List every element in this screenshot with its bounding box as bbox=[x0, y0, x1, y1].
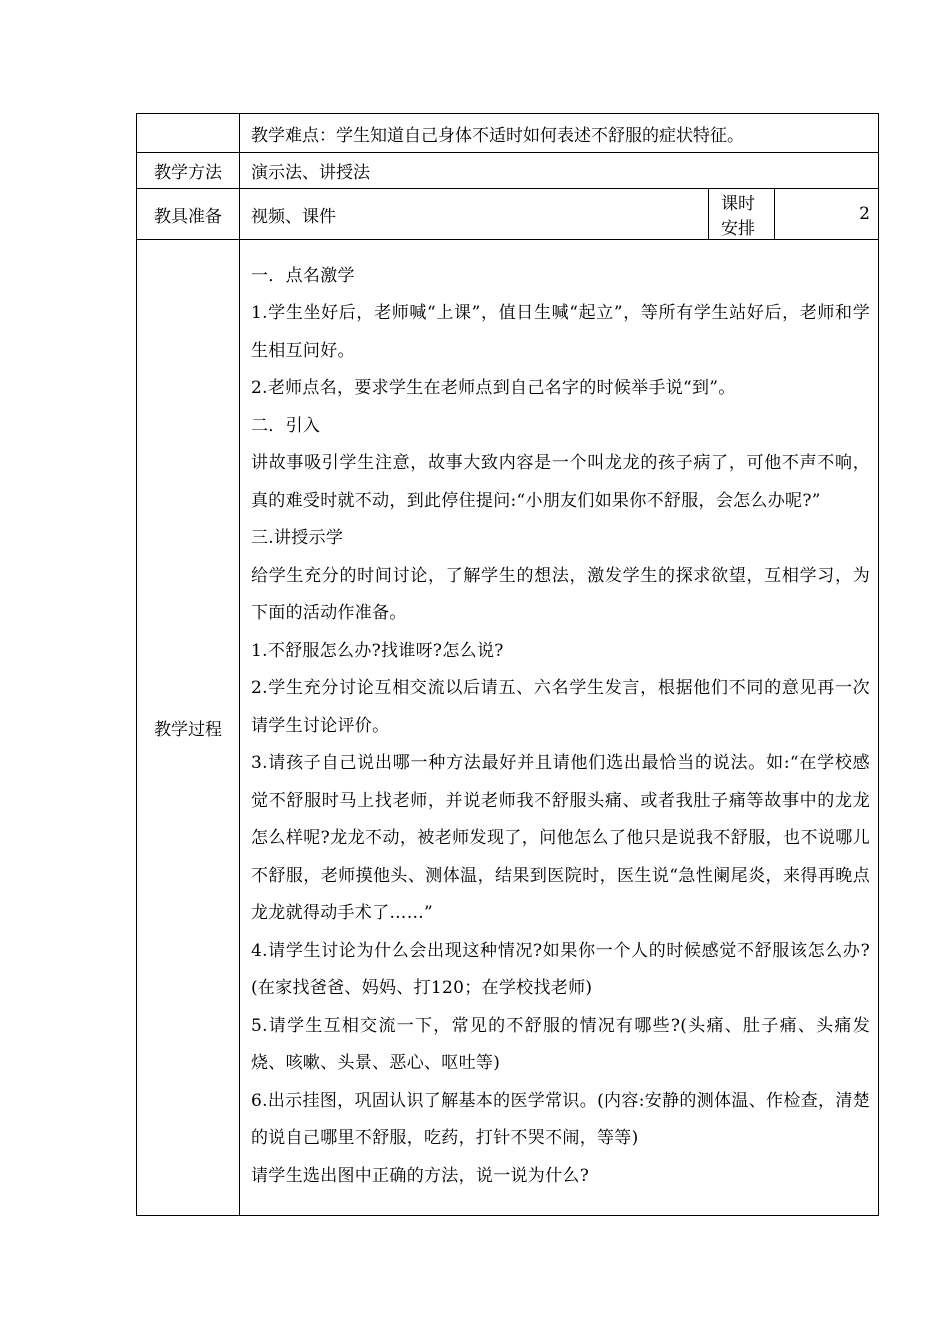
lesson-plan-table bbox=[136, 113, 879, 1216]
process-content bbox=[240, 240, 879, 1216]
row-method bbox=[137, 153, 879, 189]
row-materials bbox=[137, 189, 879, 240]
row-difficulty bbox=[137, 114, 879, 153]
process-paragraph: 2.老师点名，要求学生在老师点到自己名字的时候举手说“到”。 bbox=[251, 378, 736, 399]
row-process bbox=[137, 240, 879, 1216]
process-paragraph: 一．点名激学 bbox=[251, 265, 355, 286]
method-label: 教学方法 bbox=[137, 153, 240, 189]
process-paragraph: 三.讲授示学 bbox=[251, 528, 344, 549]
process-paragraph: 6.出示挂图，巩固认识了解基本的医学常识。(内容:安静的测体温、作检查，清楚的说自己哪里不舒服，吃药，打针不哭不闹，等等) bbox=[251, 1090, 870, 1149]
process-paragraph: 5.请学生互相交流一下，常见的不舒服的情况有哪些?(头痛、肚子痛、头痛发烧、咳嗽、头景、恶心、呕吐等) bbox=[251, 1015, 870, 1074]
process-label: 教学过程 bbox=[137, 240, 240, 1216]
process-paragraph: 给学生充分的时间讨论，了解学生的想法，激发学生的探求欲望，互相学习，为下面的活动作准备。 bbox=[251, 565, 870, 624]
method-text: 演示法、讲授法 bbox=[240, 153, 879, 189]
process-paragraph: 2.学生充分讨论互相交流以后请五、六名学生发言，根据他们不同的意见再一次请学生讨论评价。 bbox=[251, 678, 870, 736]
hours-label: 课时安排 bbox=[709, 189, 775, 240]
hours-value: 2 bbox=[775, 189, 879, 240]
process-paragraph: 3.请孩子自己说出哪一种方法最好并且请他们选出最恰当的说法。如:“在学校感觉不舒服时马上找老师，并说老师我不舒服头痛、或者我肚子痛等故事中的龙龙怎么样呢?龙龙不动，被老师发现了，问他怎么了他只是说我不舒服，也不说哪儿不舒服，老师摸他头、测体温，结果到医院时，医生说“急性阑尾炎，来得再晚点龙龙就得动手术了……” bbox=[251, 753, 870, 924]
process-paragraph: 请学生选出图中正确的方法，说一说为什么? bbox=[251, 1165, 590, 1186]
materials-text: 视频、课件 bbox=[240, 189, 709, 240]
process-paragraph: 1.不舒服怎么办?找谁呀?怎么说? bbox=[251, 640, 504, 661]
materials-label: 教具准备 bbox=[137, 189, 240, 240]
difficulty-label-cell bbox=[137, 114, 240, 153]
process-paragraph: 4.请学生讨论为什么会出现这种情况?如果你一个人的时候感觉不舒服该怎么办?(在家找爸爸、妈妈、打120；在学校找老师) bbox=[251, 940, 870, 999]
process-paragraph: 二．引入 bbox=[251, 415, 321, 436]
difficulty-text: 教学难点：学生知道自己身体不适时如何表述不舒服的症状特征。 bbox=[240, 114, 879, 153]
process-paragraph: 1.学生坐好后，老师喊“上课”，值日生喊“起立”，等所有学生站好后，老师和学生相互问好。 bbox=[251, 303, 870, 361]
process-paragraph: 讲故事吸引学生注意，故事大致内容是一个叫龙龙的孩子病了，可他不声不响，真的难受时就不动，到此停住提问:“小朋友们如果你不舒服，会怎么办呢?” bbox=[251, 453, 870, 511]
